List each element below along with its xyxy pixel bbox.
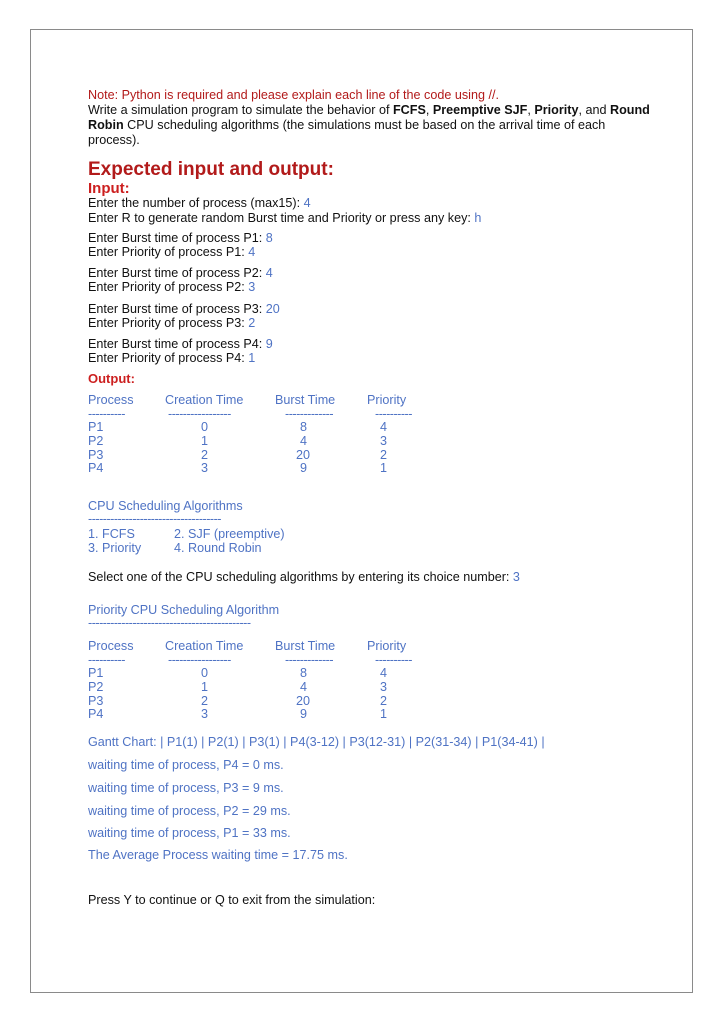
expected-heading: Expected input and output: <box>88 159 334 180</box>
input-value: h <box>474 211 482 225</box>
input-heading: Input: <box>88 180 130 197</box>
table-header: Priority <box>367 639 407 653</box>
table-cell: P3 <box>88 447 104 462</box>
input-line-random <box>88 211 481 226</box>
menu-option-priority: 3. Priority <box>88 541 142 555</box>
table-cell: 3 <box>201 707 209 722</box>
table-dash: ----------------- <box>168 406 231 421</box>
input-value: 3 <box>248 280 256 294</box>
table-cell: P2 <box>88 434 104 449</box>
waiting-time-line: waiting time of process, P3 = 9 ms. <box>88 781 284 795</box>
priority-section-dashes: -------------------------------------------- <box>88 616 251 630</box>
round-bold: Round <box>609 103 650 117</box>
select-line <box>88 570 520 585</box>
input-prompt: Enter Burst time of process P1: <box>88 231 266 245</box>
input-prompt: Enter Burst time of process P4: <box>88 337 266 351</box>
table-header: Process <box>88 393 134 407</box>
intro-line-2-rest: CPU scheduling algorithms (the simulations must be based on the arrival time of each <box>123 118 606 132</box>
table-cell: 3 <box>380 680 388 695</box>
table-cell: 9 <box>300 461 308 476</box>
waiting-time-line: waiting time of process, P1 = 33 ms. <box>88 826 291 840</box>
table-dash: ---------- <box>88 406 125 421</box>
input-line-priority-p3 <box>88 316 255 331</box>
priority-bold: Priority <box>534 103 579 117</box>
table-cell: 8 <box>300 420 308 435</box>
table-cell: P3 <box>88 693 104 708</box>
table-cell: 2 <box>380 447 388 462</box>
input-line-burst-p2 <box>88 266 273 281</box>
table-cell: 4 <box>380 420 388 435</box>
table-cell: 9 <box>300 707 308 722</box>
input-prompt: Enter the number of process (max15): <box>88 196 304 210</box>
table-cell: 4 <box>300 680 308 695</box>
note-line: Note: Python is required and please explain each line of the code using //. <box>88 88 499 102</box>
input-line-count <box>88 196 311 211</box>
intro-line-3: process). <box>88 133 140 147</box>
table-header: Burst Time <box>275 393 336 407</box>
table-header: Process <box>88 639 134 653</box>
table-cell: 1 <box>201 680 209 695</box>
sjf-bold: Preemptive SJF <box>432 103 528 117</box>
table-cell: 20 <box>296 447 311 462</box>
input-prompt: Enter Priority of process P3: <box>88 316 249 330</box>
table-cell: 0 <box>201 666 209 681</box>
table-dash: ---------- <box>375 406 412 421</box>
table-cell: 3 <box>380 434 388 449</box>
menu-title: CPU Scheduling Algorithms <box>88 499 243 513</box>
table-cell: 3 <box>201 461 209 476</box>
table-cell: 1 <box>380 707 388 722</box>
input-line-burst-p4 <box>88 337 273 352</box>
input-prompt: Enter Priority of process P2: <box>88 280 249 294</box>
input-line-priority-p2 <box>88 280 255 295</box>
menu-option-fcfs: 1. FCFS <box>88 527 135 541</box>
table-cell: 4 <box>300 434 308 449</box>
table-header: Burst Time <box>275 639 336 653</box>
intro-text-1: Write a simulation program to simulate the behavior of <box>88 103 393 117</box>
input-line-priority-p4 <box>88 351 255 366</box>
input-line-priority-p1 <box>88 245 255 260</box>
output-heading: Output: <box>88 371 135 386</box>
input-value: 8 <box>265 231 273 245</box>
input-prompt: Enter Priority of process P1: <box>88 245 249 259</box>
intro-text-2: , <box>425 103 433 117</box>
select-prompt: Select one of the CPU scheduling algorithms by entering its choice number: <box>88 570 513 584</box>
waiting-time-line: waiting time of process, P4 = 0 ms. <box>88 758 284 772</box>
table-dash: ----------------- <box>168 652 231 667</box>
table-cell: 2 <box>380 693 388 708</box>
intro-line-2 <box>88 118 605 133</box>
table-cell: 2 <box>201 447 209 462</box>
input-prompt: Enter Burst time of process P3: <box>88 302 266 316</box>
input-value: 9 <box>265 337 273 351</box>
table-cell: 0 <box>201 420 209 435</box>
input-value: 2 <box>248 316 256 330</box>
table-cell: 20 <box>296 693 311 708</box>
priority-section-title: Priority CPU Scheduling Algorithm <box>88 603 280 617</box>
intro-line-1 <box>88 103 650 118</box>
table-dash: ---------- <box>375 652 412 667</box>
table-cell: 8 <box>300 666 308 681</box>
table-cell: 1 <box>201 434 209 449</box>
menu-dashes: ------------------------------------ <box>88 512 221 526</box>
table-cell: P1 <box>88 666 104 681</box>
input-prompt: Enter Burst time of process P2: <box>88 266 266 280</box>
table-cell: P1 <box>88 420 104 435</box>
input-value: 4 <box>265 266 273 280</box>
robin-bold: Robin <box>88 118 124 132</box>
table-header: Priority <box>367 393 407 407</box>
input-prompt: Enter R to generate random Burst time and Priority or press any key: <box>88 211 475 225</box>
intro-text-4: , and <box>578 103 610 117</box>
input-value: 1 <box>248 351 256 365</box>
input-value: 20 <box>265 302 280 316</box>
table-cell: P4 <box>88 461 104 476</box>
table-dash: ------------- <box>285 406 334 421</box>
table-dash: ------------- <box>285 652 334 667</box>
table-cell: 4 <box>380 666 388 681</box>
input-value: 4 <box>248 245 256 259</box>
table-cell: 2 <box>201 693 209 708</box>
table-header: Creation Time <box>165 393 244 407</box>
input-prompt: Enter Priority of process P4: <box>88 351 249 365</box>
select-value: 3 <box>512 570 520 584</box>
intro-text-3: , <box>527 103 535 117</box>
input-line-burst-p3 <box>88 302 280 317</box>
waiting-time-line: waiting time of process, P2 = 29 ms. <box>88 804 291 818</box>
input-value: 4 <box>303 196 311 210</box>
menu-option-sjf: 2. SJF (preemptive) <box>174 527 285 541</box>
input-line-burst-p1 <box>88 231 273 246</box>
table-header: Creation Time <box>165 639 244 653</box>
menu-option-round-robin: 4. Round Robin <box>174 541 262 555</box>
table-cell: P4 <box>88 707 104 722</box>
table-dash: ---------- <box>88 652 125 667</box>
continue-prompt: Press Y to continue or Q to exit from the simulation: <box>88 893 376 907</box>
table-cell: 1 <box>380 461 388 476</box>
table-cell: P2 <box>88 680 104 695</box>
average-waiting-time: The Average Process waiting time = 17.75 ms. <box>88 848 348 862</box>
fcfs-bold: FCFS <box>392 103 426 117</box>
gantt-chart-line: Gantt Chart: | P1(1) | P2(1) | P3(1) | P4(3-12) | P3(12-31) | P2(31-34) | P1(34-41) | <box>88 735 545 749</box>
